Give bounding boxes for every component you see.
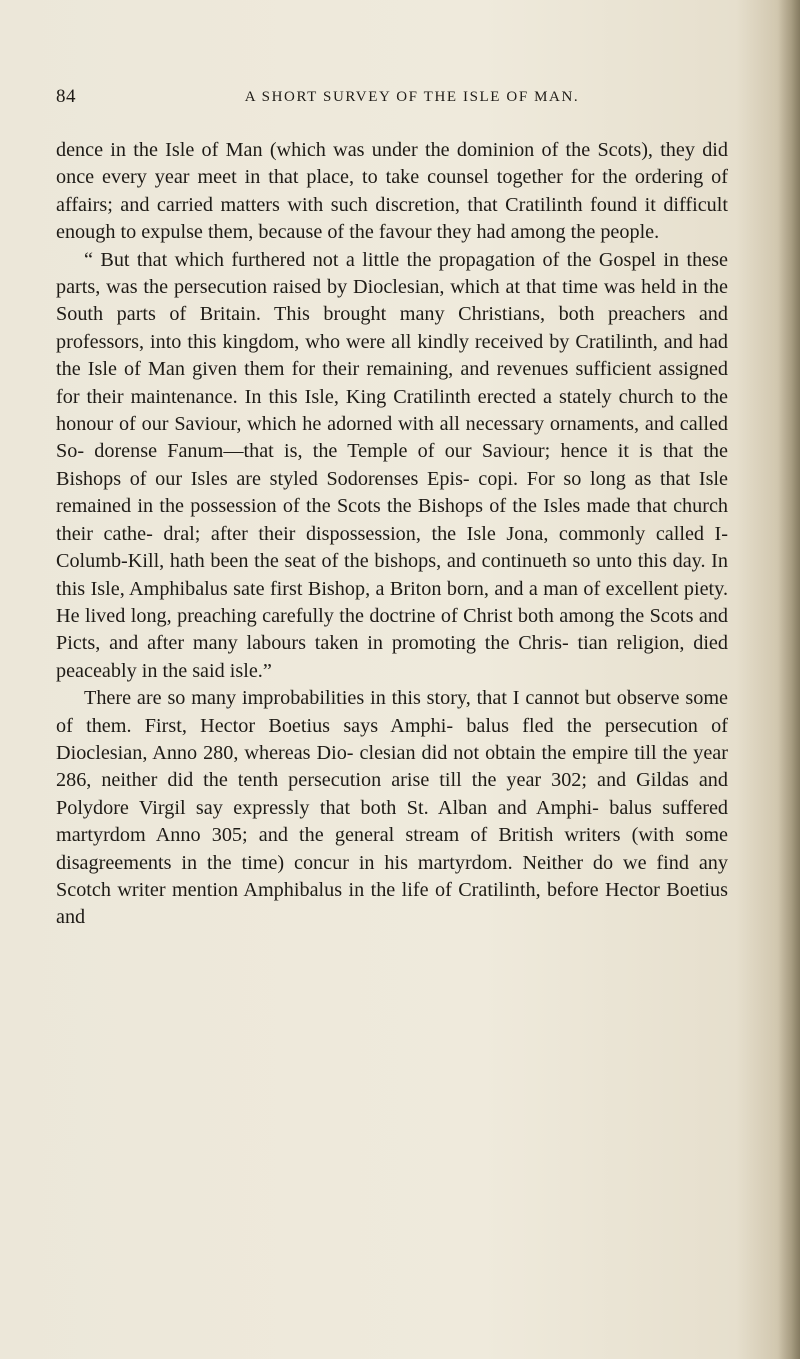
paragraph-commentary: There are so many improbabilities in this story, that I cannot but observe some of them. First, Hector Boetius says Amphi- balus fled the persecution of Dioclesian, Anno 280, whereas Dio- clesian did not obtain the empire till the year 286, neither did the tenth persecution arise till the year 302; and Gildas and Polydore Virgil say expressly that both St. Alban and Amphi- balus suffered martyrdom Anno 305; and the general stream of British writers (with some disagreements in the time) concur in his martyrdom. Neither do we find any Scotch writer mention Amphibalus in the life of Cratilinth, before Hector Boetius and (56, 687, 728, 929)
page-number: 84 (56, 86, 76, 107)
paragraph-continued: dence in the Isle of Man (which was under the dominion of the Scots), they did once every year meet in that place, to take counsel together for the ordering of affairs; and carried matters with such discretion, that Cratilinth found it difficult enough to expulse them, because of the favour they had among the people. (56, 139, 728, 244)
paragraph-quotation: “ But that which furthered not a little the propagation of the Gospel in these parts, was the persecution raised by Dioclesian, which at that time was held in the South parts of Britain. This brought many Christians, both preachers and professors, into this kingdom, who were all kindly received by Cratilinth, and had the Isle of Man given them for their remaining, and revenues sufficient assigned for their maintenance. In this Isle, King Cratilinth erected a stately church to the honour of our Saviour, which he adorned with all necessary ornaments, and called So- dorense Fanum—that is, the Temple of our Saviour; hence it is that the Bishops of our Isles are styled Sodorenses Epis- copi. For so long as that Isle remained in the possession of the Scots the Bishops of the Isles made that church their cathe- dral; after their dispossession, the Isle Jona, commonly called I-Columb-Kill, hath been the seat of the bishops, and continueth so unto this day. In this Isle, Amphibalus sate first Bishop, a Briton born, and a man of excellent piety. He lived long, preaching carefully the doctrine of Christ both among the Scots and Picts, and after many labours taken in promoting the Chris- tian religion, died peaceably in the said isle.” (56, 248, 728, 682)
running-title: A SHORT SURVEY OF THE ISLE OF MAN. (244, 89, 580, 105)
page-edge-shadow (778, 0, 800, 1359)
body-text (56, 137, 728, 932)
page-header (56, 86, 746, 116)
